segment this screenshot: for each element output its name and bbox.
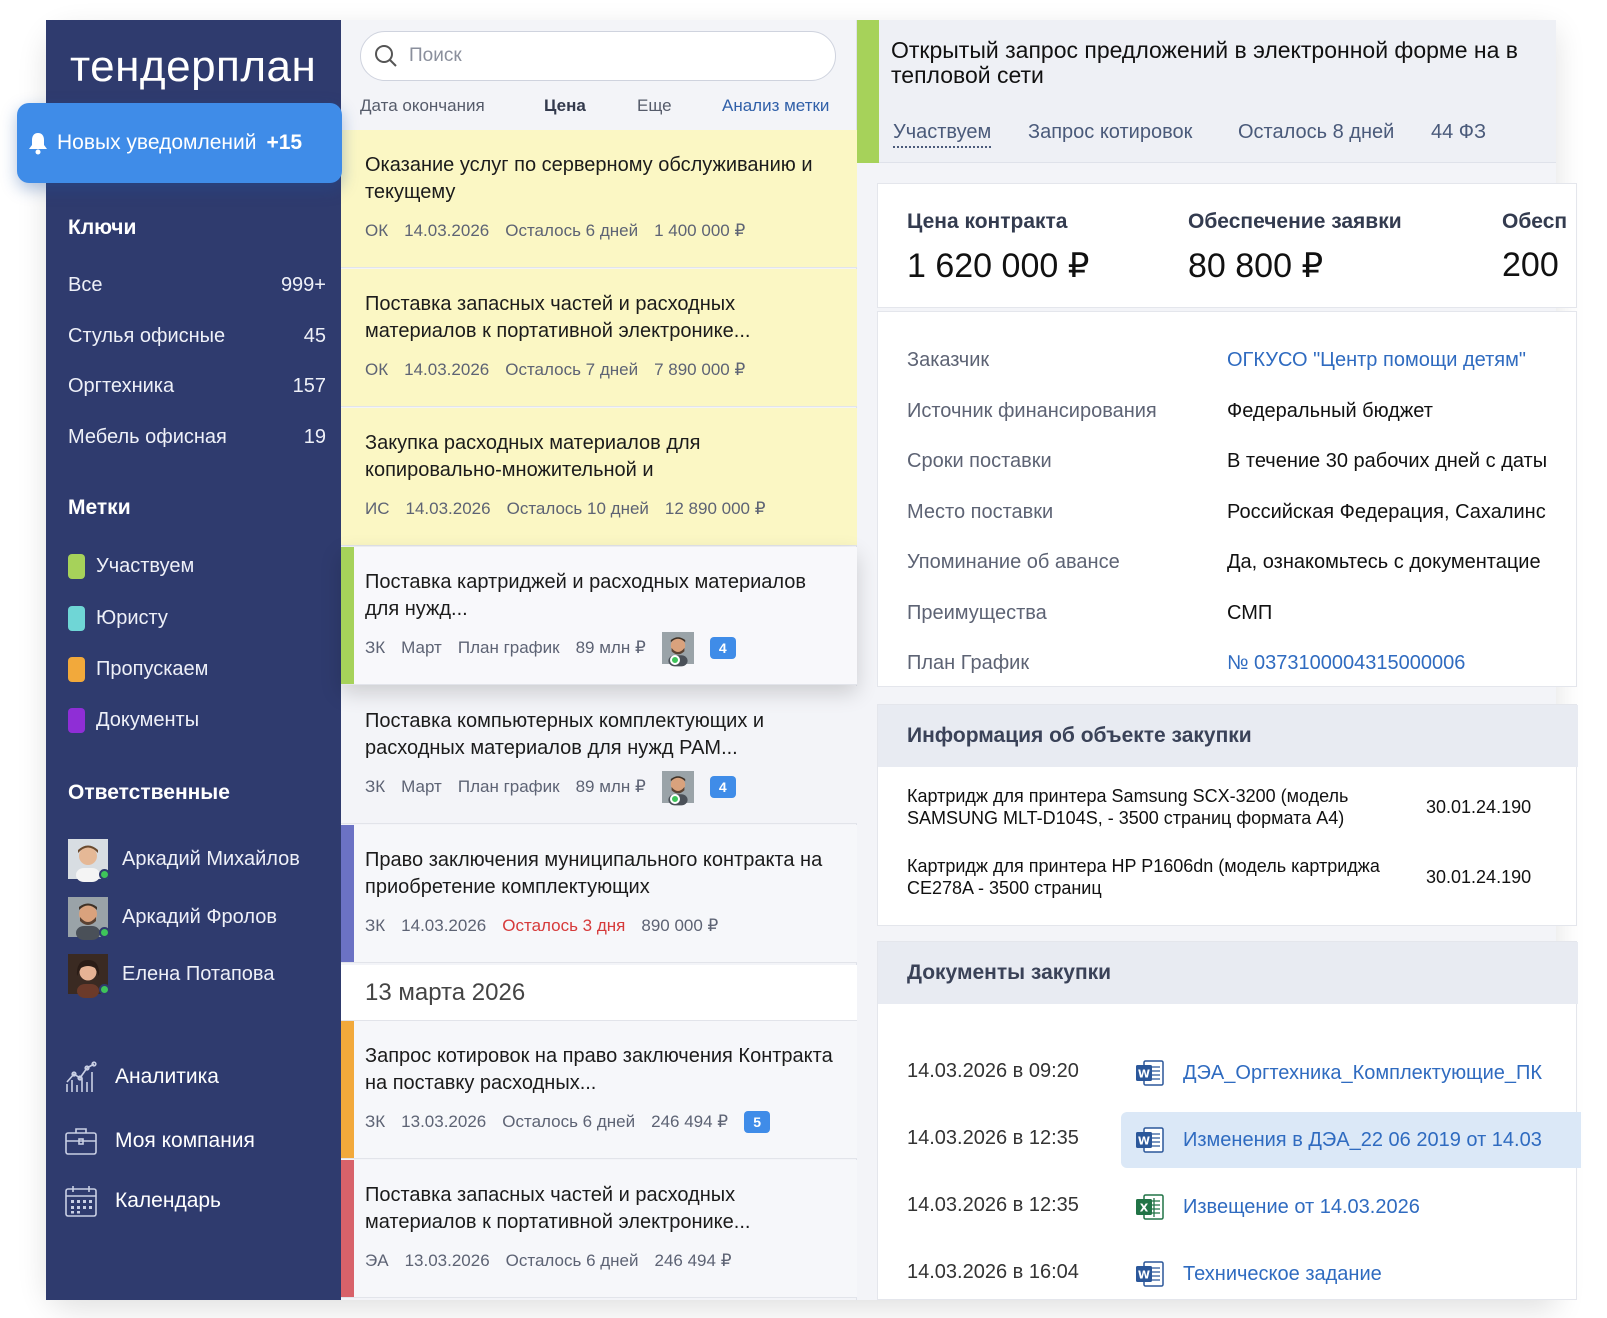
online-indicator xyxy=(99,869,110,880)
tags-title: Метки xyxy=(68,496,131,519)
tag-color-bar xyxy=(341,1021,354,1158)
tender-title: Поставка запасных частей и расходных материалов к портативной электронике... xyxy=(365,1184,751,1233)
info-row-delivery-terms xyxy=(907,450,1607,480)
search-box[interactable] xyxy=(360,31,836,81)
plan-schedule-link[interactable]: № 0373100004315000006 xyxy=(1227,652,1466,674)
tender-date: Март xyxy=(401,638,442,657)
bell-icon xyxy=(27,131,49,155)
tender-card[interactable] xyxy=(341,1160,857,1298)
sidebar xyxy=(46,20,341,1300)
search-input[interactable] xyxy=(409,45,809,67)
info-key: Преимущества xyxy=(907,602,1047,624)
price-value: 200 xyxy=(1502,246,1559,284)
object-row xyxy=(907,785,1607,829)
app-window xyxy=(46,20,1568,1300)
info-key: Упоминание об авансе xyxy=(907,551,1120,573)
keys-title: Ключи xyxy=(68,216,137,239)
tender-type: ЗК xyxy=(365,777,386,796)
online-indicator xyxy=(670,655,680,665)
tag-color-bar xyxy=(341,825,354,962)
tag-color-bar xyxy=(857,20,879,163)
document-name: Изменения в ДЭА_22 06 2019 от 14.03 xyxy=(1183,1128,1542,1151)
key-item-office-equipment[interactable] xyxy=(68,371,326,401)
document-row xyxy=(878,1246,1578,1302)
purchase-object-section xyxy=(877,704,1577,926)
detail-title xyxy=(891,38,1591,88)
avatar xyxy=(68,839,108,879)
key-label: Стулья офисные xyxy=(68,324,226,347)
comments-count-badge: 5 xyxy=(744,1111,770,1133)
customer-link[interactable]: ОГКУСО "Центр помощи детям" xyxy=(1227,349,1526,371)
excel-icon xyxy=(1135,1192,1165,1222)
tender-meta xyxy=(365,635,752,661)
nav-label: Календарь xyxy=(115,1189,221,1212)
contract-security xyxy=(1502,210,1567,285)
tender-price: 89 млн ₽ xyxy=(575,638,646,657)
info-key: Сроки поставки xyxy=(907,450,1052,472)
tender-card[interactable] xyxy=(341,408,857,546)
tender-card[interactable] xyxy=(341,269,857,407)
purchase-documents-section xyxy=(877,941,1577,1300)
comments-count-badge: 4 xyxy=(710,637,736,659)
sort-filters xyxy=(360,96,840,122)
tag-color-swatch xyxy=(68,554,85,579)
tender-deadline: План график xyxy=(457,638,560,657)
document-link[interactable] xyxy=(1121,1246,1581,1302)
tender-price: 890 000 ₽ xyxy=(641,916,719,935)
nav-analytics[interactable] xyxy=(64,1057,219,1097)
tender-meta xyxy=(365,1109,786,1135)
tender-price: 7 890 000 ₽ xyxy=(654,360,746,379)
info-value: Да, ознакомьтесь с документацие xyxy=(1227,551,1541,573)
info-key: План График xyxy=(907,652,1030,674)
price-label: Обеспечение заявки xyxy=(1188,210,1402,233)
tender-deadline: Осталось 6 дней xyxy=(502,1112,636,1131)
tender-type: ОК xyxy=(365,360,389,379)
nav-calendar[interactable] xyxy=(64,1181,221,1221)
word-icon xyxy=(1135,1125,1165,1155)
key-item-all[interactable] xyxy=(68,270,326,300)
tag-label: Документы xyxy=(96,708,200,731)
deadline-label: Осталось 8 дней xyxy=(1238,121,1395,143)
avatar xyxy=(68,897,108,937)
section-title: Документы закупки xyxy=(878,942,1578,1004)
document-link[interactable] xyxy=(1121,1179,1581,1235)
tag-color-swatch xyxy=(68,657,85,682)
tender-card[interactable] xyxy=(341,686,857,824)
tag-color-swatch xyxy=(68,606,85,631)
tender-deadline: План график xyxy=(457,777,560,796)
procedure-type: Запрос котировок xyxy=(1028,121,1193,143)
object-description: Картридж для принтера Samsung SCX-3200 (модель SAMSUNG MLT-D104S, - 3500 страниц формата А4) xyxy=(907,786,1349,828)
svg-text:W: W xyxy=(1137,1268,1151,1282)
tender-price: 246 494 ₽ xyxy=(651,1112,729,1131)
nav-label: Аналитика xyxy=(115,1065,219,1088)
key-item-furniture[interactable] xyxy=(68,422,326,452)
tender-card-selected[interactable] xyxy=(341,547,857,685)
tender-list xyxy=(341,20,857,1300)
tender-date: Март xyxy=(401,777,442,796)
person-name: Аркадий Михайлов xyxy=(122,847,300,870)
tender-date: 14.03.2026 xyxy=(404,360,490,379)
info-row-funding xyxy=(907,400,1607,430)
tender-date: 14.03.2026 xyxy=(401,916,487,935)
object-description: Картридж для принтера HP P1606dn (модель картриджа CE278A - 3500 страниц xyxy=(907,856,1380,898)
tender-card[interactable] xyxy=(341,825,857,963)
price-value: 1 620 000 ₽ xyxy=(907,247,1090,285)
info-table xyxy=(877,311,1577,687)
info-key: Источник финансирования xyxy=(907,400,1157,422)
document-date: 14.03.2026 в 16:04 xyxy=(907,1261,1079,1283)
key-label: Все xyxy=(68,273,103,296)
logo: тендерплан xyxy=(70,42,317,91)
tag-item-skip[interactable] xyxy=(68,654,208,684)
briefcase-icon xyxy=(64,1124,98,1158)
document-link[interactable] xyxy=(1121,1045,1581,1101)
object-code: 30.01.24.190 xyxy=(1426,797,1532,817)
law-label: 44 ФЗ xyxy=(1431,121,1487,143)
detail-title-line: тепловой сети xyxy=(891,62,1044,88)
key-count: 19 xyxy=(303,425,326,448)
tag-item-participating[interactable] xyxy=(68,551,194,581)
svg-text:W: W xyxy=(1137,1134,1151,1148)
detail-title-line: Открытый запрос предложений в электронной форме на в xyxy=(891,37,1519,63)
tender-type: ИС xyxy=(365,499,390,518)
tender-deadline: Осталось 10 дней xyxy=(506,499,649,518)
online-indicator xyxy=(99,927,110,938)
tender-price: 246 494 ₽ xyxy=(654,1251,732,1270)
info-value: В течение 30 рабочих дней с даты xyxy=(1227,450,1548,472)
svg-text:W: W xyxy=(1137,1067,1151,1081)
tag-color-bar xyxy=(341,1160,354,1297)
document-row xyxy=(878,1179,1578,1235)
tag-label: Пропускаем xyxy=(96,657,209,680)
document-row xyxy=(878,1112,1578,1168)
tender-title: Поставка картриджей и расходных материалов для нужд... xyxy=(365,571,807,620)
tender-type: ЗК xyxy=(365,916,386,935)
word-icon xyxy=(1135,1058,1165,1088)
person-elena-potapova[interactable] xyxy=(68,952,274,996)
tender-meta xyxy=(365,913,734,939)
person-name: Аркадий Фролов xyxy=(122,905,277,928)
notifications-label: Новых уведомлений xyxy=(57,131,257,154)
document-date: 14.03.2026 в 12:35 xyxy=(907,1127,1079,1149)
tender-type: ЗК xyxy=(365,1112,386,1131)
word-icon xyxy=(1135,1259,1165,1289)
tender-type: ОК xyxy=(365,221,389,240)
key-label: Оргтехника xyxy=(68,374,175,397)
document-date: 14.03.2026 в 12:35 xyxy=(907,1194,1079,1216)
document-name: Техническое задание xyxy=(1183,1262,1382,1285)
key-count: 45 xyxy=(303,324,326,347)
tender-card[interactable] xyxy=(341,1021,857,1159)
tender-price: 1 400 000 ₽ xyxy=(654,221,746,240)
tender-deadline: Осталось 6 дней xyxy=(505,1251,639,1270)
price-label: Обесп xyxy=(1502,210,1568,233)
tender-meta xyxy=(365,774,752,800)
info-row-delivery-place xyxy=(907,501,1607,531)
avatar xyxy=(68,954,108,994)
tag-label: Участвуем xyxy=(96,554,195,577)
tender-date: 14.03.2026 xyxy=(405,499,491,518)
notifications-button[interactable] xyxy=(17,103,342,183)
tender-meta xyxy=(365,218,761,244)
tender-type: ЗК xyxy=(365,638,386,657)
tender-title: Право заключения муниципального контракта на приобретение комплектующих xyxy=(365,849,823,898)
price-label: Цена контракта xyxy=(907,210,1068,233)
section-title: Информация об объекте закупки xyxy=(878,705,1578,767)
tender-deadline: Осталось 3 дня xyxy=(502,916,626,935)
info-value: СМП xyxy=(1227,602,1273,624)
info-row-advance xyxy=(907,551,1607,581)
tender-date: 13.03.2026 xyxy=(404,1251,490,1270)
key-item-chairs[interactable] xyxy=(68,321,326,351)
search-icon xyxy=(373,43,399,69)
people-title: Ответственные xyxy=(68,781,230,804)
detail-header xyxy=(857,20,1556,163)
info-value: Российская Федерация, Сахалинс xyxy=(1227,501,1546,523)
tag-label: Юристу xyxy=(96,606,168,629)
tender-type: ЭА xyxy=(365,1251,389,1270)
tender-title: Оказание услуг по серверному обслуживанию и текущему xyxy=(365,154,813,203)
tag-color-swatch xyxy=(68,708,85,733)
tag-item-lawyer[interactable] xyxy=(68,603,168,633)
comments-count-badge: 4 xyxy=(710,776,736,798)
tender-deadline: Осталось 7 дней xyxy=(505,360,639,379)
tender-meta xyxy=(365,496,782,522)
tag-item-documents[interactable] xyxy=(68,705,199,735)
calendar-icon xyxy=(64,1184,98,1218)
tender-meta xyxy=(365,1248,748,1274)
tender-date: 13.03.2026 xyxy=(401,1112,487,1131)
tender-title: Поставка компьютерных комплектующих и расходных материалов для нужд РАМ... xyxy=(365,710,765,759)
tender-price: 12 890 000 ₽ xyxy=(664,499,766,518)
filter-end-date[interactable]: Дата окончания xyxy=(360,96,485,115)
document-date: 14.03.2026 в 09:20 xyxy=(907,1060,1079,1082)
tag-color-bar xyxy=(341,547,354,684)
svg-text:X: X xyxy=(1139,1201,1149,1215)
info-value: Федеральный бюджет xyxy=(1227,400,1433,422)
tender-title: Поставка запасных частей и расходных материалов к портативной электронике... xyxy=(365,293,751,342)
object-code: 30.01.24.190 xyxy=(1426,867,1532,887)
tender-date: 14.03.2026 xyxy=(404,221,490,240)
key-label: Мебель офисная xyxy=(68,425,227,448)
responsible-avatar xyxy=(662,632,694,664)
document-link[interactable] xyxy=(1121,1112,1581,1168)
tender-price: 89 млн ₽ xyxy=(575,777,646,796)
online-indicator xyxy=(99,984,110,995)
info-row-plan xyxy=(907,652,1607,682)
tender-detail xyxy=(857,20,1568,1300)
price-summary xyxy=(877,183,1577,308)
filter-price[interactable]: Цена xyxy=(544,96,586,115)
nav-label: Моя компания xyxy=(115,1129,255,1152)
tender-title: Закупка расходных материалов для копировально-множительной и xyxy=(365,432,701,481)
person-arkady-mikhailov[interactable] xyxy=(68,837,300,881)
info-key: Место поставки xyxy=(907,501,1054,523)
key-count: 157 xyxy=(292,374,326,397)
info-row-advantages xyxy=(907,602,1607,632)
tender-deadline: Осталось 6 дней xyxy=(505,221,639,240)
online-indicator xyxy=(670,794,680,804)
filter-tag-analysis[interactable]: Анализ метки xyxy=(722,96,830,115)
document-name: ДЭА_Оргтехника_Комплектующие_ПК xyxy=(1183,1061,1543,1084)
notifications-count: +15 xyxy=(266,131,303,154)
tender-meta xyxy=(365,357,761,383)
analytics-icon xyxy=(64,1060,98,1094)
key-count: 999+ xyxy=(280,273,326,296)
date-separator: 13 марта 2026 xyxy=(341,965,857,1021)
person-arkady-frolov[interactable] xyxy=(68,895,277,939)
document-name: Извещение от 14.03.2026 xyxy=(1183,1195,1420,1218)
tender-title: Запрос котировок на право заключения Контракта на поставку расходных... xyxy=(365,1045,833,1094)
info-row-customer xyxy=(907,349,1607,379)
tag-dropdown[interactable]: Участвуем xyxy=(893,121,991,148)
person-name: Елена Потапова xyxy=(122,962,275,985)
application-security xyxy=(1188,210,1402,286)
nav-my-company[interactable] xyxy=(64,1121,255,1161)
price-value: 80 800 ₽ xyxy=(1188,247,1324,285)
object-row xyxy=(907,855,1607,899)
responsible-avatar xyxy=(662,771,694,803)
contract-price xyxy=(907,210,1089,286)
info-key: Заказчик xyxy=(907,349,990,371)
filter-more[interactable]: Еще xyxy=(637,96,672,115)
tender-card[interactable] xyxy=(341,130,857,268)
document-row xyxy=(878,1045,1578,1101)
